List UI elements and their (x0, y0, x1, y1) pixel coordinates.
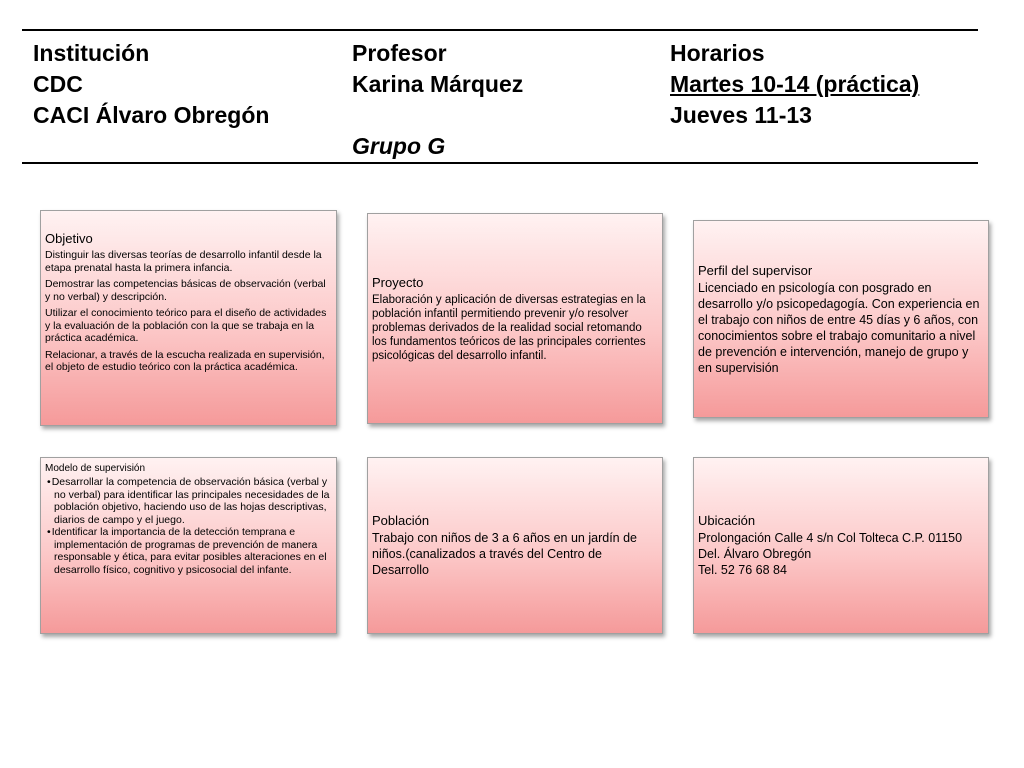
institucion-line1: CDC (33, 71, 83, 97)
profesor-column (352, 38, 523, 162)
grupo-label: Grupo G (352, 133, 446, 159)
institucion-label: Institución (33, 40, 150, 66)
objetivo-paragraph: Distinguir las diversas teorías de desarrollo infantil desde la etapa prenatal hasta la primera infancia. (45, 249, 322, 274)
modelo-bullet-list (45, 476, 332, 576)
poblacion-title: Población (372, 513, 430, 528)
header-top-rule (22, 29, 978, 31)
objetivo-paragraph: Relacionar, a través de la escucha realizada en supervisión, el objeto de estudio teórico con la práctica académica. (45, 348, 325, 373)
institucion-line2: CACI Álvaro Obregón (33, 102, 270, 128)
horarios-label: Horarios (670, 40, 765, 66)
modelo-bullet: • Identificar la importancia de la detección temprana e implementación de programas de prevención de manera responsable y ética, para evitar posibles alteraciones en el desarrollo físico, cognitivo y psicosocial del infante. (45, 526, 332, 576)
proyecto-title: Proyecto (372, 274, 424, 290)
ubicacion-delegacion: Del. Álvaro Obregón (698, 547, 812, 561)
horario-line1: Martes 10-14 (práctica) (670, 71, 920, 97)
poblacion-box (367, 457, 663, 634)
modelo-title: Modelo de supervisión (45, 463, 146, 474)
institucion-column (33, 38, 269, 131)
ubicacion-telefono: Tel. 52 76 68 84 (698, 563, 787, 577)
objetivo-box (40, 210, 337, 426)
ubicacion-box (693, 457, 989, 634)
objetivo-paragraph: Utilizar el conocimiento teórico para el diseño de actividades y la evaluación de la población con la que se trabaja en la práctica académica. (45, 307, 327, 344)
header-bottom-rule (22, 162, 978, 164)
proyecto-text: Elaboración y aplicación de diversas estrategias en la población infantil permitiendo prevenir y/o resolver problemas derivados de la realidad social retomando los fundamentos teóricos de las principales corrientes psicológicas del desarrollo infantil. (372, 293, 646, 362)
proyecto-box (367, 213, 663, 424)
modelo-supervision-box (40, 457, 337, 634)
profesor-label: Profesor (352, 40, 447, 66)
objetivo-title: Objetivo (45, 231, 93, 246)
profesor-name: Karina Márquez (352, 71, 524, 97)
horarios-column (670, 38, 919, 131)
perfil-text: Licenciado en psicología con posgrado en desarrollo y/o psicopedagogía. Con experiencia en el trabajo con niños de entre 45 días y 6 años, con conocimientos sobre el trabajo comunitario a nivel de prevención e intervención, manejo de grupo y en supervisión (698, 280, 980, 375)
ubicacion-address: Prolongación Calle 4 s/n Col Tolteca C.P. 01150 (698, 531, 963, 545)
objetivo-paragraph: Demostrar las competencias básicas de observación (verbal y no verbal) y descripción. (45, 278, 326, 303)
perfil-supervisor-box (693, 220, 989, 418)
perfil-title: Perfil del supervisor (698, 262, 813, 278)
modelo-bullet: • Desarrollar la competencia de observación básica (verbal y no verbal) para identificar las principales necesidades de la población objetivo, haciendo uso de las hojas descriptivas, diarios de campo y el juego. (45, 476, 332, 526)
horario-line2: Jueves 11-13 (670, 102, 812, 128)
poblacion-text: Trabajo con niños de 3 a 6 años en un jardín de niños.(canalizados a través del Centro de Desarrollo (372, 531, 638, 577)
profesor-spacer (352, 100, 523, 131)
ubicacion-title: Ubicación (698, 513, 756, 528)
